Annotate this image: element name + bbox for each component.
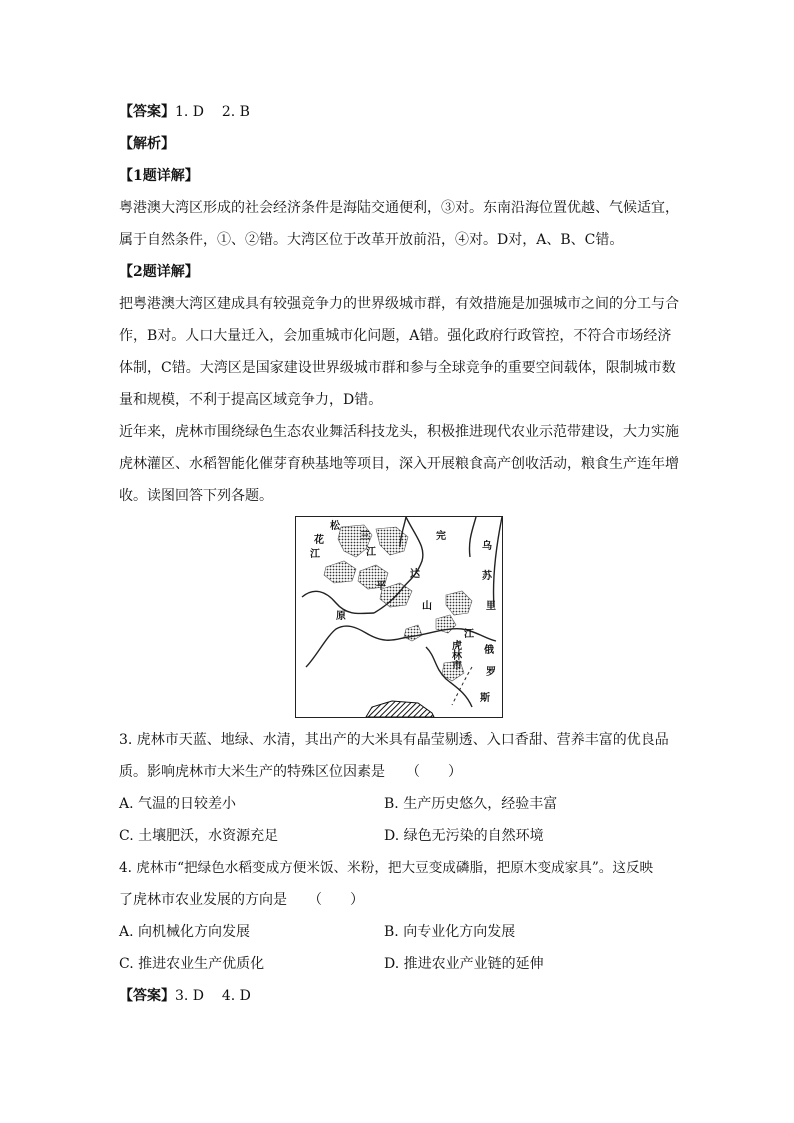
map-figure [119, 516, 679, 718]
intro-line-3: 收。读图回答下列各题。 [119, 488, 273, 504]
answer-label: 【答案】 [119, 104, 175, 120]
map-label-su: 苏 [482, 571, 492, 582]
map-label-wu: 乌 [482, 541, 492, 552]
q3-option-c: C. 土壤肥沃，水资源充足 [119, 828, 279, 844]
map-label-san: 三 [360, 531, 370, 542]
answer-line-1 [119, 96, 679, 128]
map-label-wan: 完 [436, 531, 446, 542]
intro-line-2: 虎林灌区、水稻智能化催芽育秧基地等项目，深入开展粮食高产创收活动，粮食生产连年增 [119, 456, 679, 472]
map-label-si: 斯 [480, 693, 490, 704]
lake [366, 701, 434, 717]
map-label-hu: 虎 [452, 641, 462, 652]
q3-options-row-2 [119, 820, 679, 852]
q3-options-row-1 [119, 788, 679, 820]
intro-line-1: 近年来，虎林市围绕绿色生态农业舞活科技龙头，积极推进现代农业示范带建设，大力实施 [119, 424, 679, 440]
q4-stem-line-1: 4. 虎林市“把绿色水稻变成方便米饭、米粉，把大豆变成磷脂，把原木变成家具”。这反映 [119, 860, 654, 876]
farmland-patches [324, 525, 472, 681]
analysis-heading: 【解析】 [119, 136, 175, 152]
q4-option-c: C. 推进农业生产优质化 [119, 956, 265, 972]
q3-stem-line-1: 3. 虎林市天蓝、地绿、水清，其出产的大米具有晶莹剔透、入口香甜、营养丰富的优良品 [119, 732, 669, 748]
map-label-lin: 林 [452, 651, 462, 662]
map-label-song: 松 [330, 521, 340, 532]
q2-detail-heading: 【2题详解】 [119, 264, 199, 280]
map-label-shi: 市 [452, 661, 462, 672]
map-label-hua: 花 [314, 535, 324, 546]
map-label-shan: 山 [422, 601, 432, 612]
answer-text: 1. D 2. B [175, 104, 250, 120]
hulin-map [295, 516, 503, 718]
q1-detail-heading: 【1题详解】 [119, 168, 199, 184]
q4-options-row-1 [119, 916, 679, 948]
q4-options-row-2 [119, 948, 679, 980]
q4-option-b: B. 向专业化方向发展 [384, 924, 516, 940]
map-label-jiang-left: 江 [310, 549, 320, 560]
map-label-da: 达 [410, 569, 420, 580]
q2-detail-line-1: 把粤港澳大湾区建成具有较强竞争力的世界级城市群，有效措施是加强城市之间的分工与合 [119, 296, 679, 312]
map-label-jiang-mid: 江 [366, 547, 376, 558]
q2-detail-line-3: 体制，C错。大湾区是国家建设世界级城市群和参与全球竞争的重要空间载体，限制城市数 [119, 360, 676, 376]
q1-detail-line-2: 属于自然条件，①、②错。大湾区位于改革开放前沿，④对。D对，A、B、C错。 [119, 232, 624, 248]
q2-detail-line-2: 作，B对。人口大量迁入，会加重城市化问题，A错。强化政府行政管控，不符合市场经济 [119, 328, 672, 344]
q4-option-a: A. 向机械化方向发展 [119, 924, 251, 940]
q4-option-d: D. 推进农业产业链的延伸 [384, 956, 544, 972]
map-label-jiang-right: 江 [464, 629, 474, 640]
q3-option-a: A. 气温的日较差小 [119, 796, 237, 812]
answer-text-2: 3. D 4. D [175, 988, 251, 1004]
q3-option-b: B. 生产历史悠久，经验丰富 [384, 796, 558, 812]
map-label-li: 里 [486, 601, 496, 612]
document-page [119, 96, 679, 1012]
q4-stem-line-2: 了虎林市农业发展的方向是 （ ） [119, 892, 364, 908]
map-label-ping: 平 [376, 581, 386, 592]
map-label-yuan: 原 [336, 611, 346, 622]
map-label-luo: 罗 [486, 667, 496, 678]
answer-label-2: 【答案】 [119, 988, 175, 1004]
q1-detail-line-1: 粤港澳大湾区形成的社会经济条件是海陆交通便利，③对。东南沿海位置优越、气候适宜， [119, 200, 679, 216]
map-drawing [296, 517, 502, 717]
q3-stem-line-2: 质。影响虎林市大米生产的特殊区位因素是 （ ） [119, 764, 462, 780]
q2-detail-line-4: 量和规模，不利于提高区域竞争力，D错。 [119, 392, 383, 408]
q3-option-d: D. 绿色无污染的自然环境 [384, 828, 544, 844]
map-label-e: 俄 [484, 645, 494, 656]
answer-line-2 [119, 980, 679, 1012]
